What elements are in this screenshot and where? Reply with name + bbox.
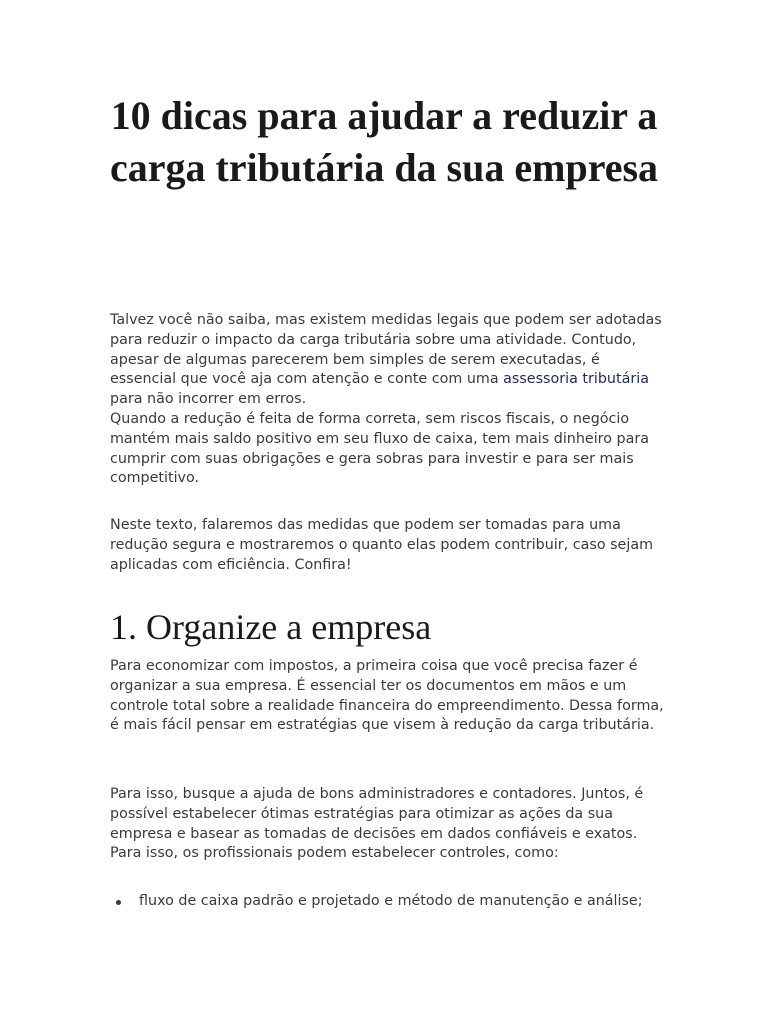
section-paragraph-2: Para isso, busque a ajuda de bons administradores e contadores. Juntos, é possível estabelecer ótimas estratégias para otimizar as ações da sua empresa e basear as tomadas de decisões em dados confiáveis e exatos. Para isso, os profissionais podem estabelecer controles, como: (110, 786, 644, 862)
bullet-dot-icon (116, 900, 121, 905)
assessoria-tributaria-link[interactable]: assessoria tributária (503, 371, 649, 388)
list-item-text: fluxo de caixa padrão e projetado e método de manutenção e análise; (139, 893, 643, 909)
overview-paragraph: Neste texto, falaremos das medidas que podem ser tomadas para uma redução segura e mostraremos o quanto elas podem contribuir, caso sejam aplicadas com eficiência. Confira! (110, 517, 654, 573)
intro-second-line: Quando a redução é feita de forma correta, sem riscos fiscais, o negócio mantém mais saldo positivo em seu fluxo de caixa, tem mais dinheiro para cumprir com suas obrigações e gera sobras para investir e para ser mais competitivo. (110, 410, 650, 487)
list-item (110, 892, 670, 912)
intro-text-after-link: para não incorrer em erros. (110, 391, 307, 408)
intro-paragraph (110, 311, 670, 489)
controls-list (110, 892, 670, 912)
article-title: 10 dicas para ajudar a reduzir a carga tributária da sua empresa (109, 93, 659, 190)
section-paragraph-1: Para economizar com impostos, a primeira coisa que você precisa fazer é organizar a sua empresa. É essencial ter os documentos em mãos e um controle total sobre a realidade financeira do empreendimento. Dessa forma, é mais fácil pensar em estratégias que visem à redução da carga tributária. (110, 658, 664, 734)
intro-text-before-link: Talvez você não saiba, mas existem medidas legais que podem ser adotadas para reduzir o impacto da carga tributária sobre uma atividade. Contudo, apesar de algumas parecerem bem simples de serem executadas, é essencial que você aja com atenção e conte com uma (110, 312, 662, 388)
section-heading-organize: 1. Organize a empresa (110, 607, 432, 647)
